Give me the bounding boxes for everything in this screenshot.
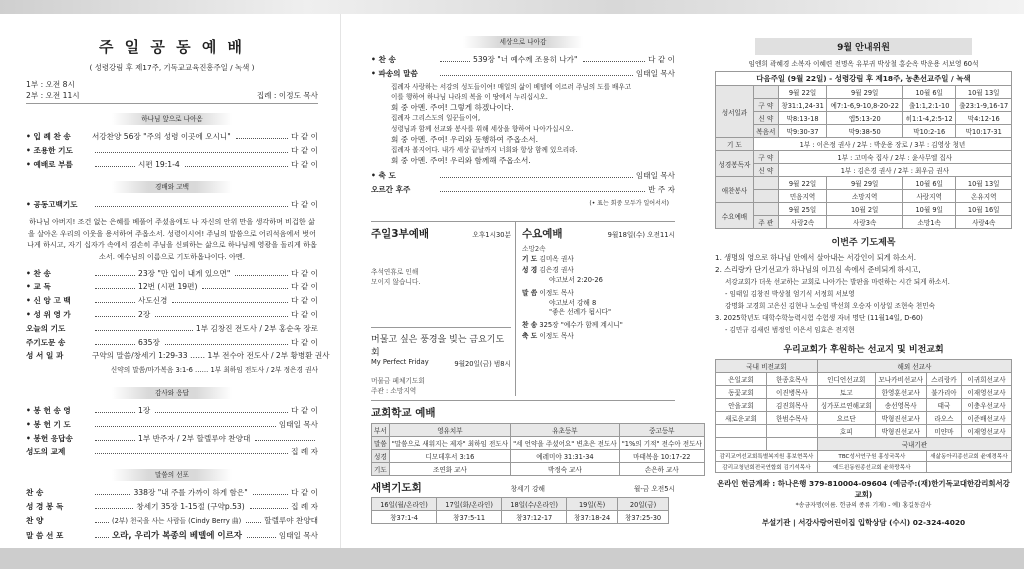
dawn-prayer-table: 16일(월/온라인) 17일(화/온라인) 18일(수/온라인) 19일(목) 20일(금) 창37:1-4 창37:5-11 창37:12-17 창37:18-24 창37:25-30 bbox=[371, 497, 669, 524]
sunday-school-table: 부서 영유치부 유초등부 중고등부 말씀 "말씀으로 새워지는 제자" 최하임 전도사 "세 언약을 주셨어요" 변초은 전도사 "1%의 기적" 전수아 전도사 성경 디모데후서 3:16 예레미야 31:31-34 마태복음 10:17-22 기도 조연화 교사 박정숙 교사 손은하 교사 bbox=[371, 423, 705, 476]
order-item: • 교 독 12번 (시편 19편) 다 같 이 bbox=[26, 282, 318, 292]
order-item: 주기도문 송 635장 다 같 이 bbox=[26, 337, 318, 347]
dawn-place: 창세기 강해 bbox=[510, 484, 546, 493]
order-item: 성 경 봉 독 창세기 35장 1-15절 (구약p.53) 집 례 자 bbox=[26, 501, 318, 511]
bottom-band bbox=[0, 548, 1024, 569]
dawn-time: 월-금 오전5시 bbox=[633, 484, 675, 493]
duty-title: 9월 안내위원 bbox=[755, 38, 972, 55]
order-item: 오늘의 기도 1부 김창진 전도사 / 2부 홍순옥 장로 bbox=[26, 323, 318, 333]
middle-column bbox=[340, 14, 702, 548]
sunday-school-title: 교회학교 예배 bbox=[371, 406, 436, 419]
order-item: • 봉헌 응답송 1부 반주자 / 2부 할렐루야 찬양대 bbox=[26, 433, 318, 447]
order-item: 찬 양 (2부) 천국을 사는 사람들 (Cindy Berry 曲) 할렐루야 찬양대 bbox=[26, 515, 318, 525]
section-label-praise: 하나님 앞으로 나아옴 bbox=[112, 113, 232, 125]
order-item: • 봉 헌 기 도 임태일 목사 bbox=[26, 419, 318, 429]
section-label-offering: 감사와 응답 bbox=[112, 387, 232, 399]
other-services: 주일3부예배 오후1시30분 추석연휴로 인해 모이지 않습니다. 머물고 싶은 풍경을 빚는 금요기도회 My Perfect Friday 9월20일(금) 범8시 머물금 페체기도회 주관 : 소망지역 수요예배 9월18일(수) 오전11시 소망2속 기 도 김미옥 권사 성 경 김은경 권사 야고보서 2:20-26 말 씀 이정도 목사 야고보서 강해 8 "좋은 선례가 됩시다" 찬 송 325장 "예수가 함께 계시니" 축 도 이정도 목사 bbox=[371, 221, 675, 396]
top-band bbox=[0, 0, 1024, 14]
missionary-title: 우리교회가 후원하는 선교지 및 비전교회 bbox=[783, 345, 944, 355]
prayer-list: 1. 생명의 영으로 하나님 안에서 살아내는 서강인이 되게 하소서. 2. 스리랑카 단기선교가 하나님의 이끄심 속에서 준비되게 하시고, 서강교회가 더욱 선교하는 교회로 나아가는 발판을 마련하는 시간 되게 하소서. - 임태일 김창진 박상철 엄기식 서정희 서보영 강명화 고경희 고은신 김현나 노순임 박선희 오승자 이상일 조현숙 천민숙 3. 2025학년도 대학수학능력시험 수험생 자녀 명단 (11월14일, D-60) - 김민규 김새린 범정인 이은서 임효은 전지현 bbox=[715, 253, 950, 334]
order-item: • 찬 송 539장 "너 예수께 조용히 나가" 다 같 이 bbox=[371, 55, 675, 64]
sending-litany: 집례자 사랑하는 서강의 성도들이여! 매일의 삶이 베델에 이르러 주님의 도를 배우고 이를 행하여 하나님 나라의 복을 이 땅에서 누리십시오. 회 중 아멘. 주여! 그렇게 하겠나이다. 집례자 그리스도의 일꾼들이여, 성령님과 함께 선교와 봉사를 위해 세상을 향하여 나아가십시오. 회 중 아멘. 주여! 우리와 동행하여 주옵소서. 집례자 볼지어다. 내가 세상 끝날까지 너희와 항상 함께 있으리라. 회 중 아멘. 주여! 우리와 함께해 주옵소서. bbox=[391, 82, 632, 165]
section-label-world: 세상으로 나아감 bbox=[463, 36, 583, 48]
announcements-column bbox=[705, 14, 1024, 548]
order-item: • 입 례 찬 송 서강찬양 56장 "주의 성령 이곳에 오시니" 다 같 이 bbox=[26, 132, 318, 141]
section-label-repentance: 경배와 고백 bbox=[112, 181, 232, 193]
order-item: • 파송의 말씀 임태일 목사 bbox=[371, 68, 675, 78]
service-times bbox=[26, 79, 318, 104]
order-item: 찬 송 338장 "내 주를 가까이 하게 함은" 다 같 이 bbox=[26, 488, 318, 498]
section-label-sending: 말씀의 선포 bbox=[112, 469, 232, 481]
order-item: 말 씀 선 포 오라, 우리가 복종의 베델에 이르자 임태일 목사 bbox=[26, 530, 318, 541]
offering-note: *송금자명(이름. 헌금의 종류 기재) - 예) 홍길동감사 bbox=[795, 502, 932, 509]
dawn-prayer-title: 새벽기도회 bbox=[371, 481, 422, 494]
order-item: 신약의 말씀/마가복음 3:1-6 …… 1부 최하임 전도사 / 2부 정은경 권사 bbox=[110, 366, 318, 375]
order-item: • 예배로 부름 시편 19:1-4 다 같 이 bbox=[26, 159, 318, 169]
service-1: 1부 : 오전 8시 bbox=[26, 80, 75, 89]
duty-table: 다음주일 (9월 22일) - 성령강림 후 제18주, 농촌선교주일 / 녹색 성서일과 9월 22일 9월 29일 10월 6일 10월 13일 구 약 창31:1,24-31 예7:1-6,9-10,8-20-22 출1:1,2:1-10 출23:1-9,16-17 신 약 막8:13-18 엡5:13-20 히1:1-4,2:5-12 막4:12-16 복음서 막9:30-37 막9:38-50 막10:2-16 막10:17-31 기 도 1부 : 이은정 권사 / 2부 : 박운용 장로 / 3부 : 김영상 청년 성경봉독자 구 약 1부 : 고미숙 집사 / 2부 : 윤사무엘 집사 신 약 1부 : 김은경 권사 / 2부 : 최우금 권사 애찬봉사 9월 22일 9월 29일 10월 6일 10월 13일 민음지역 소망지역 사랑지역 온유지역 수요예배 9월 25일 10월 2일 10월 9일 10월 16일 주 관 사랑2속 사랑3속 소망1속 사랑4속 bbox=[715, 71, 1012, 229]
order-item: • 공동고백기도 다 같 이 bbox=[26, 200, 318, 210]
presider: 집례 : 이정도 목사 bbox=[256, 91, 318, 100]
affiliate: 부설기관 | 서강사랑어린이집 입학상담 (수시) 02-324-4020 bbox=[761, 518, 966, 527]
order-item: • 성 위 영 가 2장 다 같 이 bbox=[26, 309, 318, 319]
prayer-title: 이번주 기도제목 bbox=[831, 238, 896, 248]
duty-names: 임엔희 곽혜경 소복자 이혜련 전명옥 유부귀 박상철 홍순옥 박운용 서보영 60석 bbox=[748, 60, 979, 68]
order-item: 오르간 후주 반 주 자 bbox=[371, 185, 675, 195]
order-item: • 봉 헌 송 영 1장 다 같 이 bbox=[26, 405, 318, 415]
order-item: 성 서 일 과 구약의 말씀/창세기 1:29-33 …… 1부 전수아 전도사 / 2부 황병환 권사 bbox=[26, 351, 330, 361]
order-item: 성도의 교제 집 례 자 bbox=[26, 447, 318, 457]
missionary-table: 국내 비전교회 해외 선교사 은일교회 한종호목사 인디언선교회 모나카비선교사 스리랑카 이귀희선교사 동꽃교회 이진병목사 토고 한영훈선교사 불가리아 이재영선교사 안을교회 김진희목사 싱가포르연해교회 송선영목사 태국 이충우선교사 새로운교회 한범수목사 요르단 박형진선교사 라오스 이준배선교사 호피 박형진선교사 미얀마 이재영선교사 국내기관 감리교여선교회특별복지원 홍보현목사 TBC성서연구원 홍성국목사 새삶동아리종선교회 윤예경목사 감리교청년회전국연합회 김기석목사 예드윈동원종선교회 윤하랑목사 bbox=[715, 359, 1012, 473]
subtitle: ( 성령강림 후 제17주, 기독교교육진흥주일 / 녹색 ) bbox=[89, 63, 255, 72]
order-item: • 찬 송 23장 "만 입이 내게 있으면" 다 같 이 bbox=[26, 268, 318, 278]
order-item: • 축 도 임태일 목사 bbox=[371, 171, 675, 181]
note: (• 표는 회중 모두가 일어서서) bbox=[589, 199, 669, 207]
confession-prayer: 하나님 아버지! 조건 없는 은혜를 베풀어 주셨음에도 나 자신의 안위 만을 생각하며 비겁한 삶을 살아온 우리의 이웃을 용서하여 주옵소서. 성령이시여! 주님의 말씀으로 어리석음에서 벗어나게 하시고, 자기 십자가 속에서 겸손히 주님을 신뢰하는 삶으로 하나님께 영광을 돌리게 하옵소서. 예수님의 이름으로 기도하옵나이다. 아멘. bbox=[27, 217, 317, 261]
page-title: 주 일 공 동 예 배 bbox=[98, 38, 246, 56]
worship-order-column bbox=[0, 14, 340, 548]
offering-account: 온라인 헌금계좌 : 하나은행 379-810004-09604 (예금주:(재)한기독교대한감리회서강교회) bbox=[717, 479, 1010, 499]
order-item: • 신 앙 고 백 사도신경 다 같 이 bbox=[26, 296, 318, 306]
service-2: 2부 : 오전 11시 bbox=[26, 91, 80, 100]
order-item: • 조용한 기도 다 같 이 bbox=[26, 145, 318, 155]
